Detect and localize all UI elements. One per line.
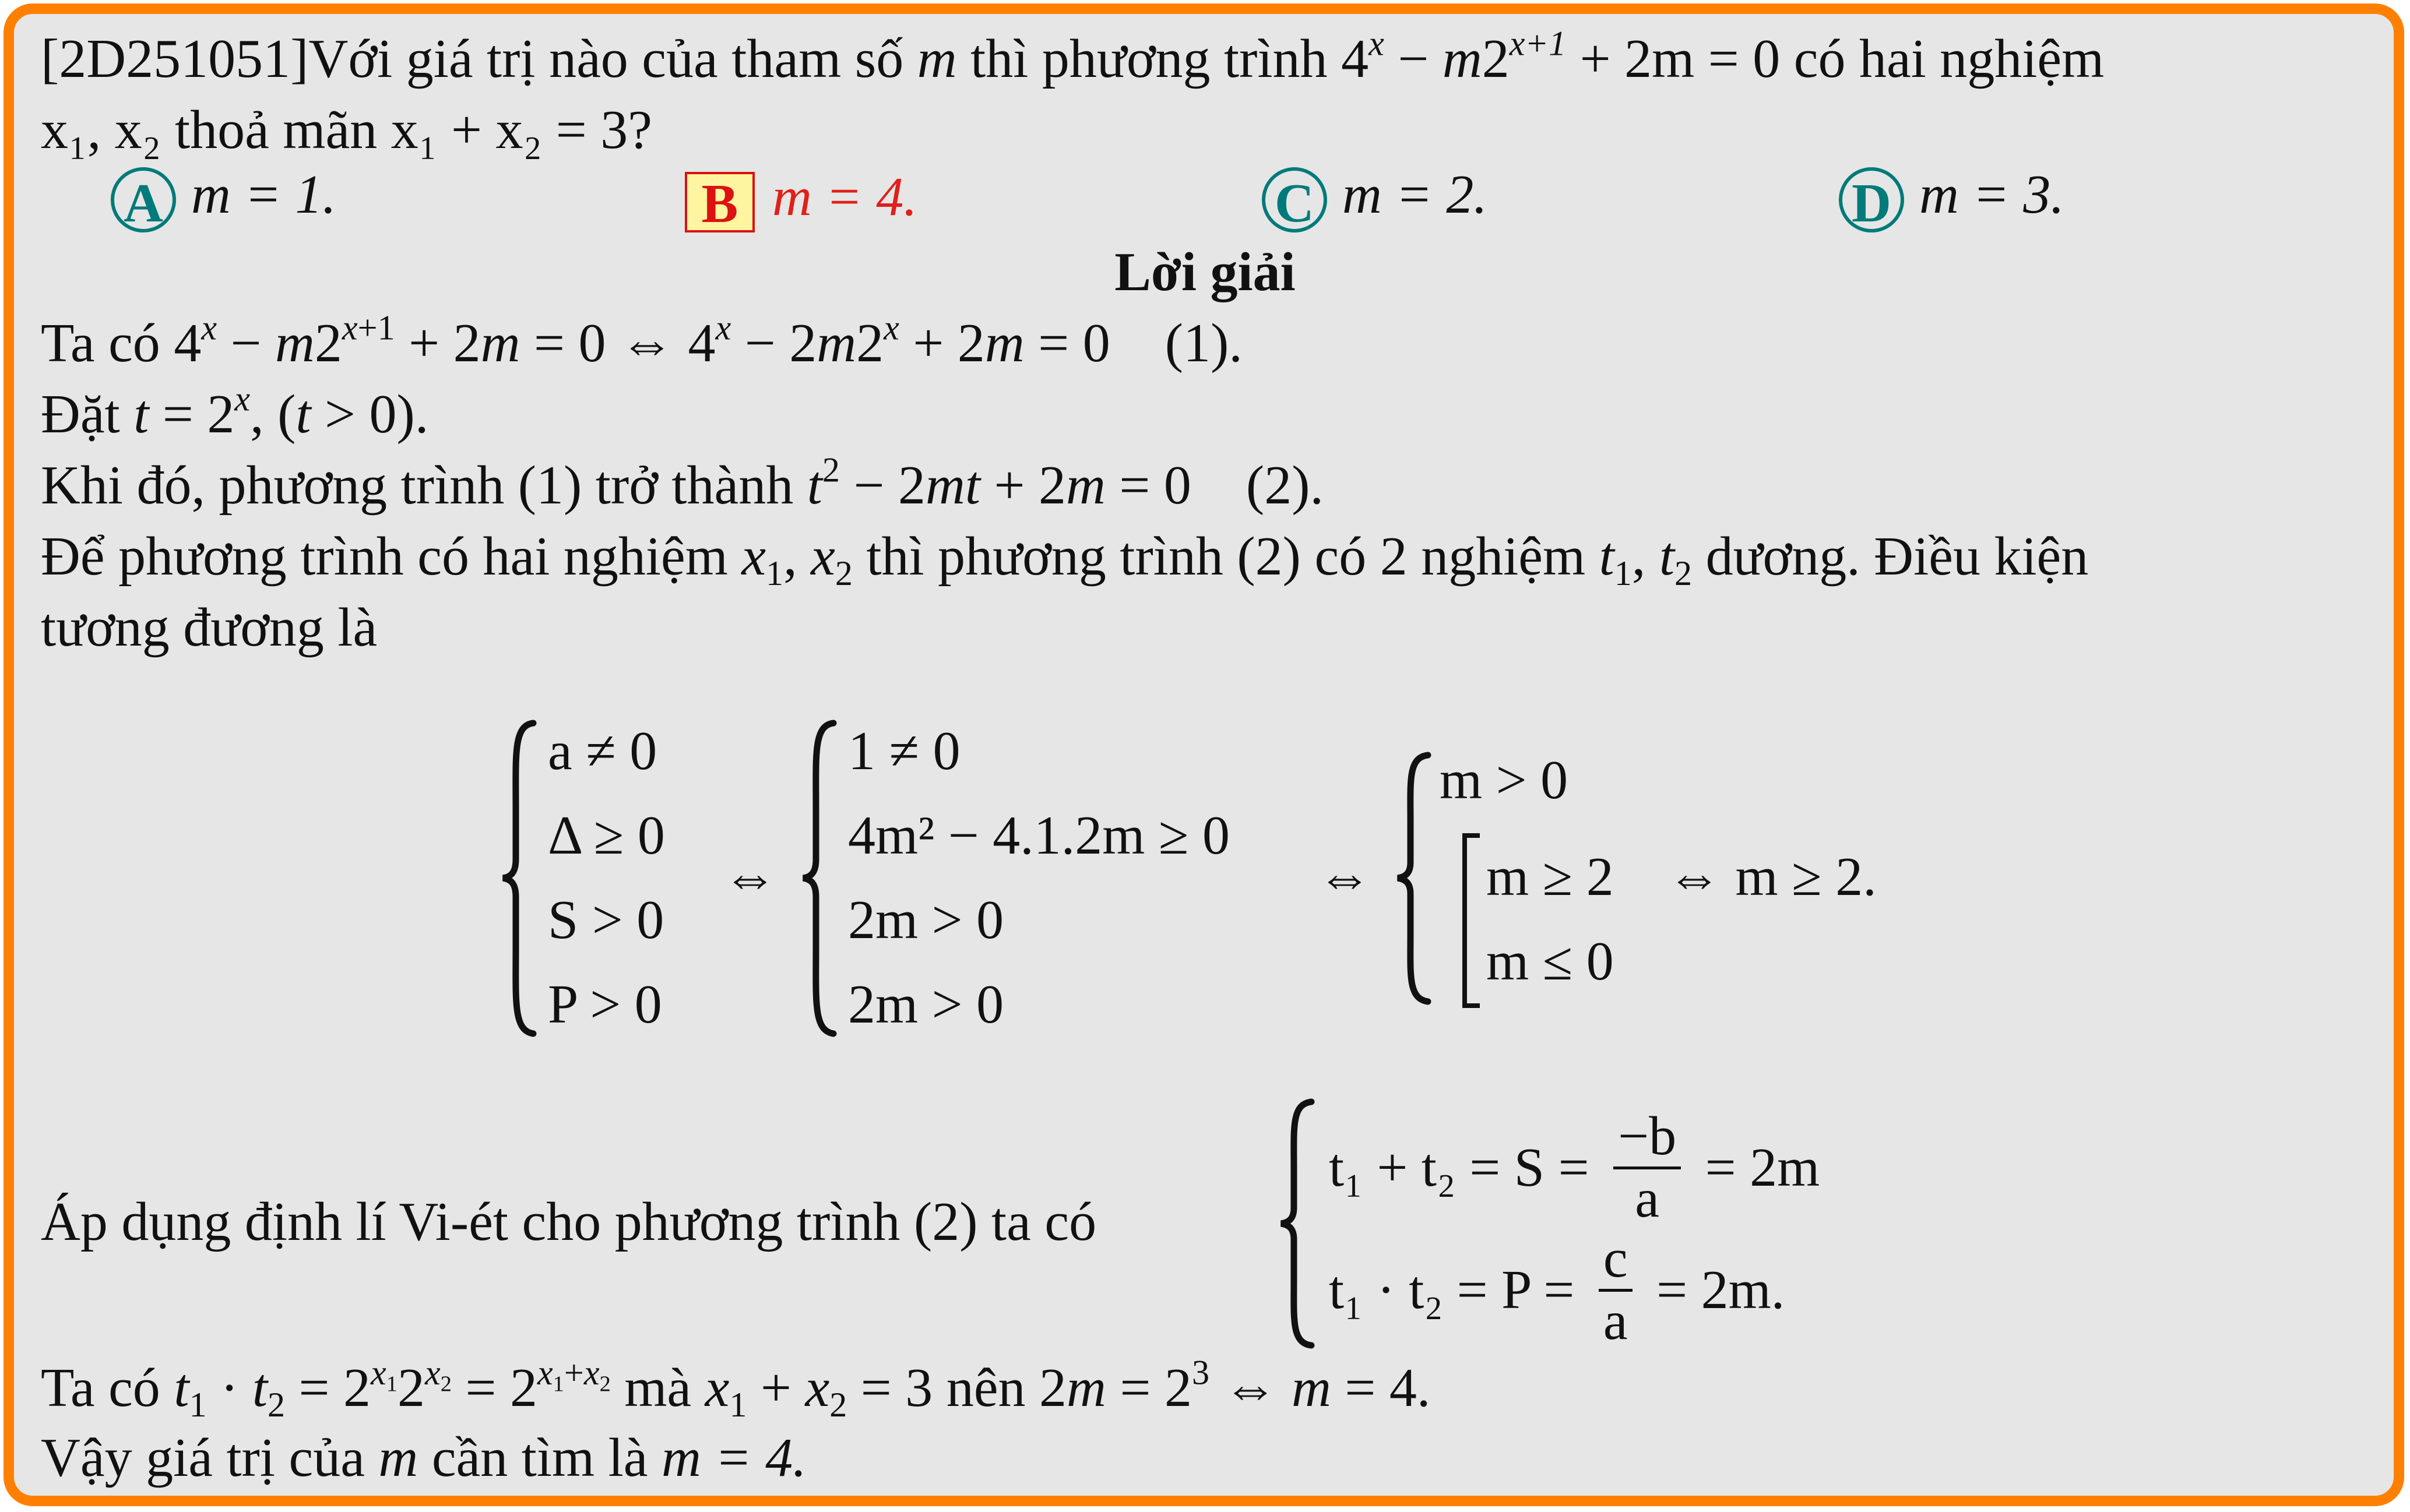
answer-d-marker: D (1839, 167, 1904, 232)
sys2-row-2: 4m² − 4.1.2m ≥ 0 (848, 805, 1230, 866)
answer-a-marker: A (111, 167, 176, 232)
fraction-minus-b-over-a: $\frac{-b}{a}$ (1613, 1107, 1681, 1228)
solution-final-2: Vậy giá trị của m cần tìm là m = 4. (41, 1428, 807, 1488)
equiv-1: ⇔ (723, 847, 777, 907)
solution-line-3: Khi đó, phương trình (1) trở thành $t^2 - 2mt + 2m = 0$ (2). (41, 450, 1324, 516)
vieta-text: Áp dụng định lí Vi-ét cho phương trình (2) ta có (41, 1192, 1097, 1252)
fraction-c-over-a: $\frac{c}{a}$ (1599, 1229, 1633, 1351)
sys2-row-3: 2m > 0 (848, 890, 1004, 950)
equation: $4^x - m2^{x+1} + 2m = 0$ (1341, 24, 1781, 89)
solution-heading: Lời giải (1114, 242, 1296, 302)
solution-line-2: Đặt $t = 2^x$, (t > 0). (41, 379, 429, 445)
bracket-left (1460, 833, 1483, 1008)
brace-left-2 (798, 720, 839, 1037)
question-line-2: x₁, x₂ thoả mãn x₁ + x₂ = 3? (41, 100, 653, 160)
answer-c[interactable]: C m = 2. (1262, 167, 1487, 232)
sys3-top: m > 0 (1440, 750, 1568, 810)
answer-c-marker: C (1262, 167, 1327, 232)
solution-line-5: tương đương là (41, 597, 378, 658)
solution-line-1: Ta có $4^x - m2^{x+1} + 2m = 0$ ⇔ $4^x - 2m2^x + 2m = 0$ (1). (41, 308, 1243, 373)
solution-final-1: Ta có $t_1 \cdot t_2 = 2^{x_1}2^{x_2} = 2^{x_1+x_2}$ mà $x_1 + x_2 = 3$ nên $2m = 2^3$ ⇔ m = 4. (41, 1353, 1431, 1425)
sys1-row-4: P > 0 (548, 974, 662, 1035)
sys3-result: ⇔ m ≥ 2. (1667, 847, 1877, 907)
sys1-row-2: Δ ≥ 0 (548, 805, 665, 866)
answer-b-correct[interactable]: B m = 4. (685, 170, 917, 232)
vieta-row-2: t₁ · t₂ = P = $\frac{c}{a}$ = 2m. (1329, 1228, 1785, 1351)
answer-b-marker: B (685, 172, 755, 232)
sys3-bracket-row-2: m ≤ 0 (1486, 931, 1614, 992)
sys1-row-1: a ≠ 0 (548, 721, 657, 781)
question-line-1: [2D251051]Với giá trị nào của tham số m thì phương trình $4^x - m2^{x+1} + 2m = 0$ có hai nghiệm (41, 24, 2105, 89)
vieta-row-1: t₁ + t₂ = S = $\frac{-b}{a}$ = 2m (1329, 1106, 1820, 1229)
sys2-row-1: 1 ≠ 0 (848, 721, 961, 781)
brace-left-3 (1393, 752, 1434, 1005)
brace-left-1 (498, 720, 539, 1037)
solution-line-4: Để phương trình có hai nghiệm $x_1$, $x_2$ thì phương trình (2) có 2 nghiệm $t_1$, $t_2$ dương. Điều kiện (41, 526, 2089, 594)
sys1-row-3: S > 0 (548, 890, 664, 950)
sys2-row-4: 2m > 0 (848, 974, 1004, 1035)
brace-vieta (1276, 1098, 1317, 1349)
question-prefix: [2D251051]Với giá trị nào của tham số (41, 29, 904, 89)
sys3-bracket-row-1: m ≥ 2 (1486, 847, 1614, 907)
answer-d[interactable]: D m = 3. (1839, 167, 2064, 232)
answer-a[interactable]: A m = 1. (111, 167, 336, 232)
equiv-2: ⇔ (1317, 847, 1372, 907)
